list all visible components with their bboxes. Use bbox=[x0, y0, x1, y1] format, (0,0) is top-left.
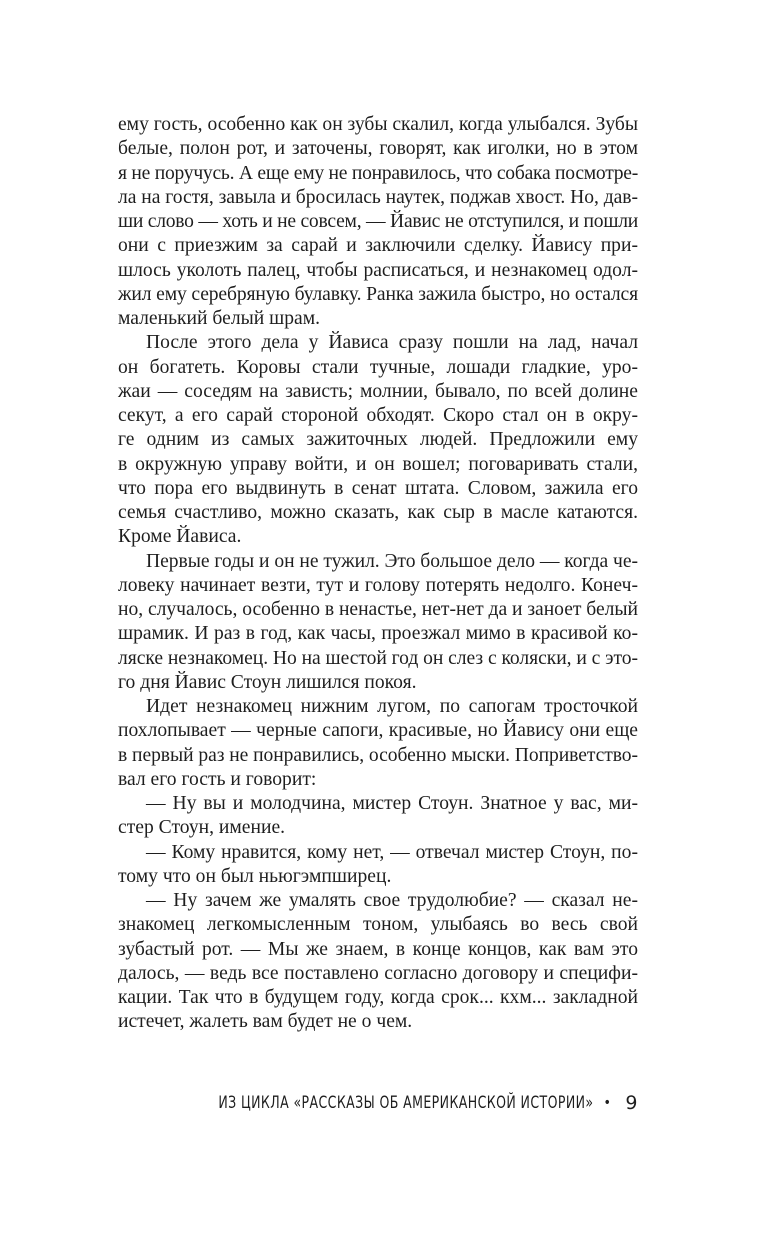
footer-separator: • bbox=[603, 1095, 612, 1111]
series-title: ИЗ ЦИКЛА «РАССКАЗЫ ОБ АМЕРИКАНСКОЙ ИСТОРИИ» bbox=[218, 1093, 594, 1113]
paragraph bbox=[118, 792, 638, 841]
text-line: ла на гостя, завыла и бросилась наутек, поджав хвост. Но, дав- bbox=[118, 186, 638, 208]
text-line: семья счастливо, можно сказать, как сыр в масле катаются. bbox=[118, 502, 638, 523]
text-line: шрамик. И раз в год, как часы, проезжал мимо в красивой ко- bbox=[118, 623, 638, 645]
paragraph bbox=[118, 331, 638, 549]
text-line: — Ну вы и молодчина, мистер Стоун. Знатное у вас, ми- bbox=[146, 793, 638, 814]
text-line: он богатеть. Коровы стали тучные, лошади гладкие, уро- bbox=[118, 356, 638, 378]
text-line: в первый раз не понравились, особенно мыски. Поприветство- bbox=[118, 744, 638, 766]
text-line: ге одним из самых зажиточных людей. Предложили ему bbox=[118, 429, 638, 451]
text-line: я не поручусь. А еще ему не понравилось, что собака посмотре- bbox=[118, 162, 638, 184]
text-line: кации. Так что в будущем году, когда срок... кхм... закладной bbox=[118, 987, 638, 1008]
text-line: тому что он был ньюгэмпширец. bbox=[118, 865, 392, 887]
text-line: ему гость, особенно как он зубы скалил, когда улыбался. Зубы bbox=[118, 114, 638, 135]
text-line: но, случалось, особенно в ненастье, нет-нет да и заноет белый bbox=[118, 599, 638, 620]
text-line: ляске незнакомец. Но на шестой год он слез с коляски, и с это- bbox=[118, 647, 638, 669]
text-line: жаи — соседям на зависть; молнии, бывало, по всей долине bbox=[118, 380, 638, 402]
text-line: секут, а его сарай стороной обходят. Скоро стал он в окру- bbox=[118, 405, 638, 426]
text-line: После этого дела у Йависа сразу пошли на лад, начал bbox=[146, 332, 638, 354]
text-line: истечет, жалеть вам будет не о чем. bbox=[118, 1011, 413, 1033]
text-line: жил ему серебряную булавку. Ранка зажила быстро, но остался bbox=[118, 283, 638, 305]
text-line: в окружную управу войти, и он вошел; поговаривать стали, bbox=[118, 453, 638, 475]
paragraph bbox=[118, 113, 638, 331]
text-line: они с приезжим за сарай и заключили сделку. Йавису при- bbox=[118, 235, 638, 257]
text-line: похлопывает — черные сапоги, красивые, но Йавису они еще bbox=[118, 720, 638, 742]
running-footer bbox=[218, 1088, 638, 1118]
text-line: го дня Йавис Стоун лишился покоя. bbox=[118, 671, 417, 693]
text-line: Кроме Йависа. bbox=[118, 526, 242, 548]
paragraph bbox=[118, 841, 638, 890]
text-line: Первые годы и он не тужил. Это большое дело — когда че- bbox=[146, 550, 638, 572]
text-line: знакомец легкомысленным тоном, улыбаясь во весь свой bbox=[118, 914, 638, 936]
text-line: — Кому нравится, кому нет, — отвечал мистер Стоун, по- bbox=[146, 841, 638, 863]
paragraph bbox=[118, 550, 638, 696]
text-line: вал его гость и говорит: bbox=[118, 768, 317, 790]
text-line: стер Стоун, имение. bbox=[118, 817, 286, 839]
text-line: далось, — ведь все поставлено согласно договору и специфи- bbox=[118, 962, 638, 984]
text-line: ши слово — хоть и не совсем, — Йавис не отступился, и пошли bbox=[118, 211, 638, 232]
text-line: что пора его выдвинуть в сенат штата. Словом, зажила его bbox=[118, 477, 638, 499]
text-line: маленький белый шрам. bbox=[118, 308, 321, 329]
text-line: зубастый рот. — Мы же знаем, в конце концов, как вам это bbox=[118, 938, 638, 960]
page-number: 9 bbox=[625, 1092, 638, 1114]
text-line: белые, полон рот, и заточены, говорят, как иголки, но в этом bbox=[118, 138, 638, 160]
body-text bbox=[118, 113, 638, 1035]
paragraph bbox=[118, 889, 638, 1035]
text-line: шлось уколоть палец, чтобы расписаться, и незнакомец одол- bbox=[118, 259, 638, 281]
paragraph bbox=[118, 695, 638, 792]
text-line: Идет незнакомец нижним лугом, по сапогам тросточкой bbox=[146, 696, 638, 717]
text-line: ловеку начинает везти, тут и голову потерять недолго. Конеч- bbox=[118, 574, 638, 596]
text-line: — Ну зачем же умалять свое трудолюбие? — сказал не- bbox=[146, 890, 638, 911]
